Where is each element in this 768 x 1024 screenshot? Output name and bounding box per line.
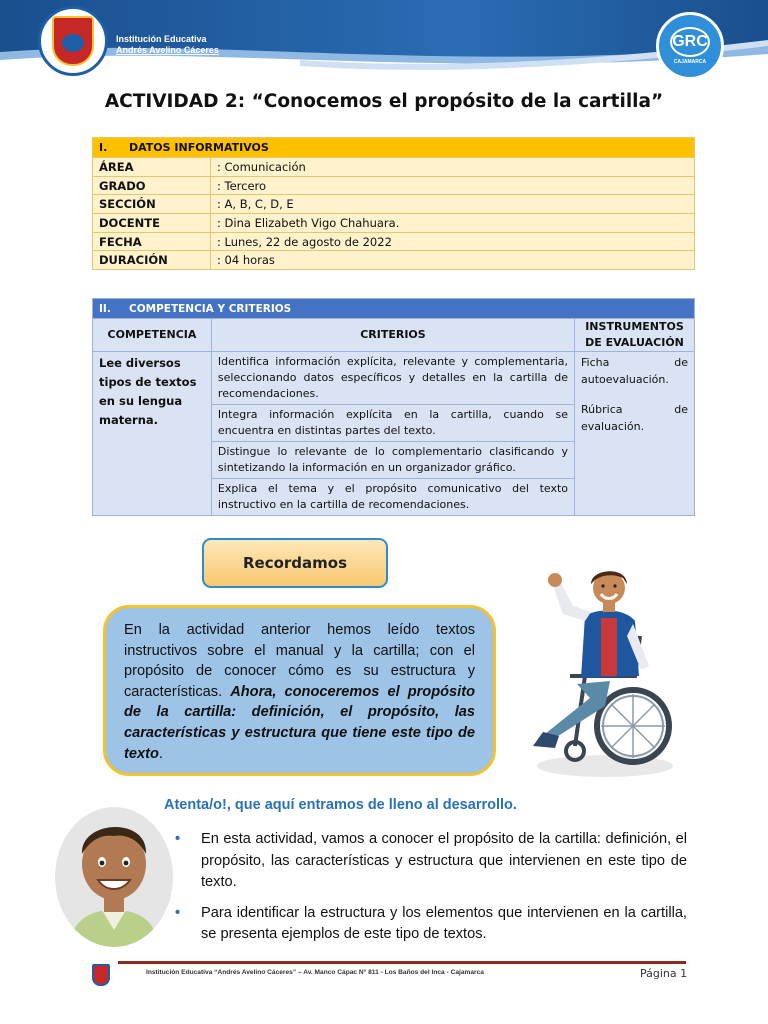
col-header-instrumentos: INSTRUMENTOS DE EVALUACIÓN — [575, 319, 695, 352]
recordamos-bold-text: Ahora, conoceremos el propósito de la cartilla: definición, el propósito, las características y estructura que tiene este tipo de texto — [124, 683, 475, 762]
school-shield-icon — [52, 16, 94, 66]
page-header — [0, 0, 768, 84]
competencia-section-number: II. — [99, 302, 111, 315]
atenta-heading: Atenta/o!, que aquí entramos de lleno al desarrollo. — [164, 797, 517, 813]
datos-row-fecha — [93, 232, 695, 251]
datos-row-grado — [93, 176, 695, 195]
datos-header-cell — [93, 138, 695, 158]
boy-avatar-illustration — [54, 806, 174, 948]
datos-row-area — [93, 158, 695, 177]
datos-row-seccion — [93, 195, 695, 214]
bullet-item — [175, 903, 687, 946]
criterio-cell: Distingue lo relevante de lo complementario clasificando y sintetizando la información en un organizador gráfico. — [211, 442, 574, 479]
footer-school-logo-icon — [92, 964, 110, 986]
datos-value: : Comunicación — [211, 158, 695, 177]
bullet-dot-icon: • — [175, 904, 181, 921]
instrumentos-cell — [575, 352, 695, 516]
datos-header-row — [93, 138, 695, 158]
datos-key: ÁREA — [93, 158, 211, 177]
instrumento-rubrica: Rúbrica de evaluación. — [581, 403, 688, 433]
recordamos-end: . — [158, 745, 163, 762]
criterio-cell: Identifica información explícita, relevante y complementaria, seleccionando datos específicos y detalles en la cartilla de recomendaciones. — [211, 352, 574, 405]
datos-key: FECHA — [93, 232, 211, 251]
competencia-cell: Lee diversos tipos de textos en su lengua materna. — [93, 352, 212, 516]
grc-logo-text: GRC — [670, 27, 710, 57]
grc-logo — [656, 12, 724, 80]
datos-value: : Lunes, 22 de agosto de 2022 — [211, 232, 695, 251]
datos-key: DOCENTE — [93, 214, 211, 233]
competencia-header-cell — [93, 299, 695, 319]
recordamos-bubble — [103, 605, 496, 776]
col-header-competencia: COMPETENCIA — [93, 319, 212, 352]
bullet-item — [175, 829, 687, 894]
col-header-criterios: CRITERIOS — [211, 319, 574, 352]
datos-value: : Tercero — [211, 176, 695, 195]
column-header-row — [93, 319, 695, 352]
student-wheelchair-illustration — [515, 566, 675, 781]
bullet-dot-icon: • — [175, 831, 181, 847]
institution-line2: Andrés Avelino Cáceres — [116, 45, 219, 55]
bullet-text: En esta actividad, vamos a conocer el propósito de la cartilla: definición, el propósito, las características y estructura que intervienen en este tipo de texto. — [201, 831, 687, 890]
datos-key: DURACIÓN — [93, 251, 211, 270]
page-title: ACTIVIDAD 2: “Conocemos el propósito de la cartilla” — [104, 91, 664, 112]
datos-row-duracion — [93, 251, 695, 270]
datos-key: GRADO — [93, 176, 211, 195]
datos-row-docente — [93, 214, 695, 233]
footer-address: Institución Educativa “Andrés Avelino Cáceres” – Av. Manco Cápac N° 811 - Los Baños del Inca - Cajamarca — [146, 969, 484, 976]
datos-section-title: DATOS INFORMATIVOS — [129, 141, 269, 154]
institution-name — [116, 34, 219, 56]
datos-value: : Dina Elizabeth Vigo Chahuara. — [211, 214, 695, 233]
competencia-header-row — [93, 299, 695, 319]
institution-line1: Institución Educativa — [116, 34, 207, 44]
datos-informativos-table — [92, 137, 695, 270]
datos-key: SECCIÓN — [93, 195, 211, 214]
datos-value: : 04 horas — [211, 251, 695, 270]
competencia-section-title: COMPETENCIA Y CRITERIOS — [129, 302, 292, 315]
footer-divider — [118, 961, 686, 964]
recordamos-text: En la actividad anterior hemos leído textos instructivos sobre el manual y la cartilla; con el propósito de conocer cómo es su estructura y características. — [124, 622, 475, 700]
competencia-criterios-table — [92, 298, 695, 516]
criterio-cell: Explica el tema y el propósito comunicativo del texto instructivo en la cartilla de recomendaciones. — [211, 479, 574, 516]
bullet-text: Para identificar la estructura y los elementos que intervienen en la cartilla, se presenta ejemplos de este tipo de textos. — [201, 904, 687, 942]
grc-logo-subtext: CAJAMARCA — [673, 59, 707, 65]
instrumento-ficha: Ficha de autoevaluación. — [581, 356, 688, 386]
school-logo — [38, 6, 108, 76]
development-bullet-list — [175, 829, 687, 955]
datos-section-number: I. — [99, 141, 108, 154]
criterio-cell: Integra información explícita en la cartilla, cuando se encuentra en distintas partes del texto. — [211, 405, 574, 442]
page-number: Página 1 — [640, 967, 688, 980]
datos-value: : A, B, C, D, E — [211, 195, 695, 214]
recordamos-label: Recordamos — [202, 538, 388, 588]
criterio-row — [93, 352, 695, 405]
